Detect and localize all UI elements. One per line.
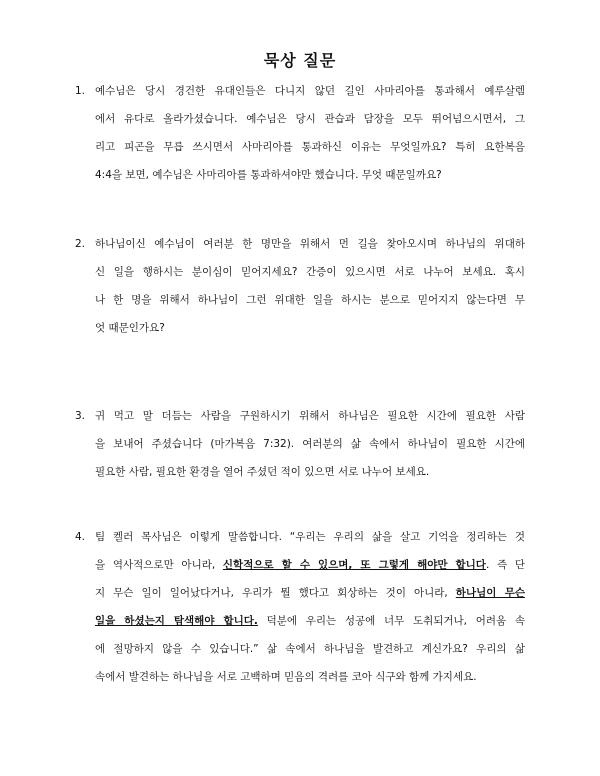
- plain-text: 지 무슨 일이 일어났다거나, 우리가 뭘 했다고 회상하는 것이 아니라,: [95, 587, 456, 599]
- question-text-line: 을 보내어 주셨습니다 (마가복음 7:32). 여러분의 삶 속에서 하나님이 필요한 시간에: [95, 438, 525, 450]
- question-text-line: 엇 때문인가요?: [95, 322, 165, 334]
- question-text-line: 하나님이신 예수님이 여러분 한 명만을 위해서 먼 길을 찾아오시며 하나님의 위대하: [95, 238, 525, 250]
- plain-text: 을 역사적으로만 아니라,: [95, 559, 223, 571]
- question-2: [75, 230, 525, 342]
- question-number: 1.: [75, 85, 86, 97]
- question-text-line: 속에서 발견하는 하나님을 서로 고백하며 믿음의 격려를 코아 식구와 함께 가지세요.: [95, 671, 477, 683]
- question-text-line: 에 절망하지 않을 수 있습니다.” 삶 속에서 하나님을 발견하고 계신가요? 우리의 삶: [95, 643, 525, 655]
- question-text-line: 귀 먹고 말 더듬는 사람을 구원하시기 위해서 하나님은 필요한 시간에 필요한 사람: [95, 410, 525, 422]
- question-text-line: 팀 켈러 목사님은 이렇게 말씀합니다. “우리는 우리의 삶을 살고 기억을 정리하는 것: [95, 531, 525, 543]
- question-number: 2.: [75, 238, 86, 250]
- question-text-line: 필요한 사람, 필요한 환경을 열어 주셨던 적이 있으면 서로 나누어 보세요.: [95, 466, 430, 478]
- question-number: 3.: [75, 410, 86, 422]
- question-text-line: 에서 유다로 올라가셨습니다. 예수님은 당시 관습과 담장을 모두 뛰어넘으시면서, 그: [95, 113, 525, 125]
- question-1: [75, 77, 525, 189]
- question-text-line: 나 한 명을 위해서 하나님이 그런 위대한 일을 하시는 분으로 믿어지지 않는다면 무: [95, 294, 525, 306]
- emphasized-text: 신학적으로 할 수 있으며, 또 그렇게 해야만 합니다: [222, 559, 486, 571]
- question-text-line: 4:4을 보면, 예수님은 사마리아를 통과하셔야만 했습니다. 무엇 때문일까요?: [95, 169, 442, 181]
- plain-text: 덕분에 우리는 성공에 너무 도취되거나, 어려움 속: [257, 615, 525, 627]
- emphasized-text: 하나님이 무슨: [455, 587, 525, 599]
- question-text-line: 예수님은 당시 경건한 유대인들은 다니지 않던 길인 사마리아를 통과해서 예루살렘: [95, 85, 525, 97]
- emphasized-text: 일을 하셨는지 탐색해야 합니다.: [95, 615, 258, 627]
- plain-text: . 즉 단: [485, 559, 525, 571]
- question-4: [75, 523, 525, 691]
- question-number: 4.: [75, 531, 86, 543]
- question-text-line: [95, 579, 525, 607]
- question-text-line: 신 일을 행하시는 분이심이 믿어지세요? 간증이 있으시면 서로 나누어 보세요. 혹시: [95, 266, 525, 278]
- question-3: [75, 402, 525, 486]
- question-text-line: [95, 607, 525, 635]
- page-title: 묵상 질문: [263, 51, 337, 70]
- question-text-line: 리고 피곤을 무릅 쓰시면서 사마리아를 통과하신 이유는 무엇일까요? 특히 요한복음: [95, 141, 525, 153]
- question-text-line: [95, 551, 525, 579]
